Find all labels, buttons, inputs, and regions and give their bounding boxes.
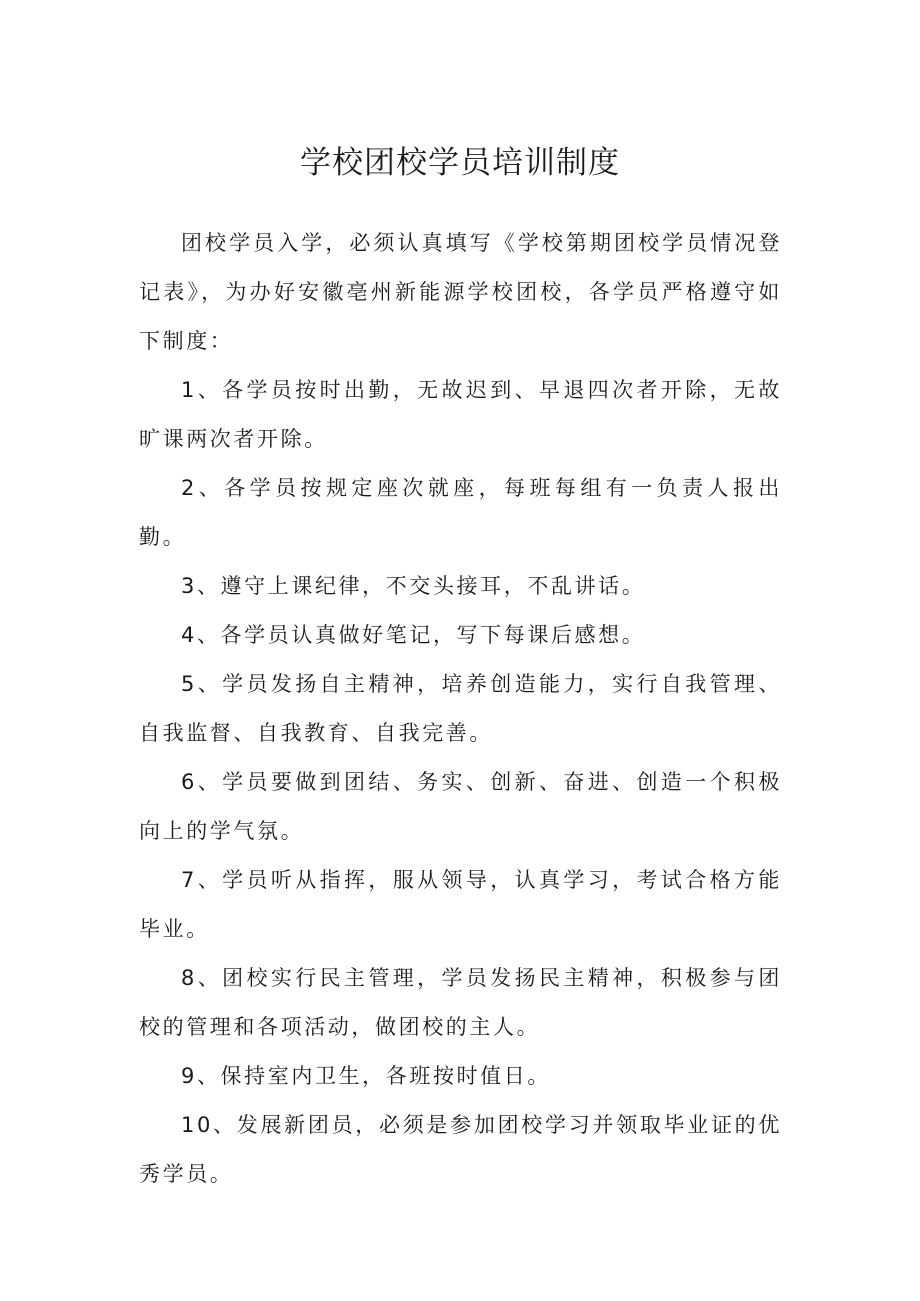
rule-item-4: 4、各学员认真做好笔记，写下每课后感想。 (181, 623, 646, 647)
rule-item-1: 1、各学员按时出勤，无故迟到、早退四次者开除，无故旷课两次者开除。 (139, 378, 782, 451)
rule-item-3: 3、遵守上课纪律，不交头接耳，不乱讲话。 (181, 574, 646, 598)
document-body (139, 219, 782, 1199)
rule-item-10: 10、发展新团员，必须是参加团校学习并领取毕业证的优秀学员。 (139, 1113, 782, 1186)
document-title: 学校团校学员培训制度 (300, 145, 620, 181)
rule-item-8: 8、团校实行民主管理，学员发扬民主精神，积极参与团校的管理和各项活动，做团校的主人。 (139, 966, 782, 1039)
rule-item-6: 6、学员要做到团结、务实、创新、奋进、创造一个积极向上的学气氛。 (139, 770, 782, 843)
rule-item-7: 7、学员听从指挥，服从领导，认真学习，考试合格方能毕业。 (139, 868, 782, 941)
intro-paragraph: 团校学员入学，必须认真填写《学校第期团校学员情况登记表》，为办好安徽亳州新能源学校团校，各学员严格遵守如下制度： (139, 231, 782, 353)
rule-item-2: 2、各学员按规定座次就座，每班每组有一负责人报出勤。 (139, 476, 782, 549)
rule-item-5: 5、学员发扬自主精神，培养创造能力，实行自我管理、自我监督、自我教育、自我完善。 (139, 672, 782, 745)
rule-item-9: 9、保持室内卫生，各班按时值日。 (181, 1064, 551, 1088)
